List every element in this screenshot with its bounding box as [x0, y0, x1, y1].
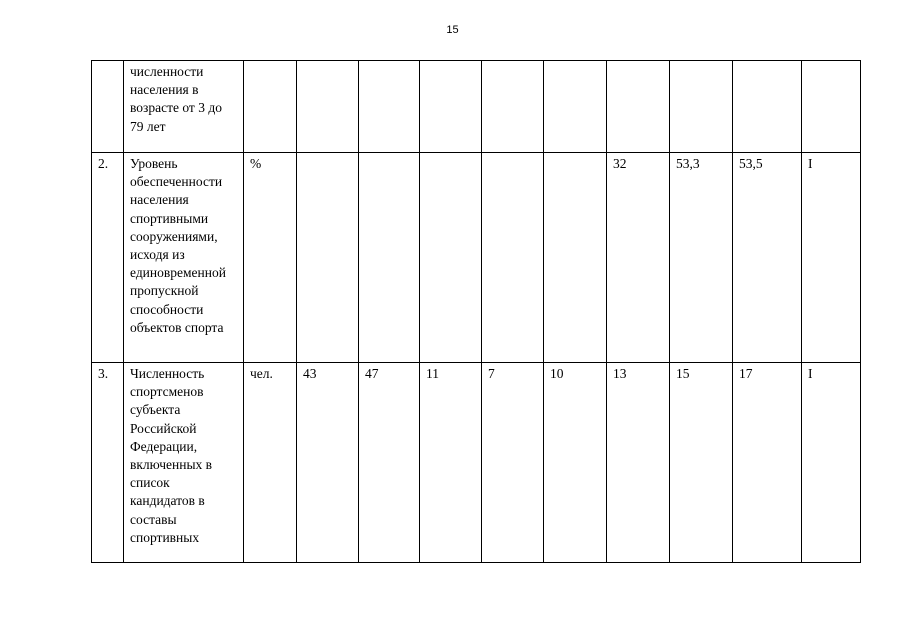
value-cell: 11	[420, 363, 482, 563]
indicator-name-cell: численности населения в возрасте от 3 до 79 лет	[124, 61, 244, 153]
value-cell	[733, 61, 802, 153]
value-cell	[420, 153, 482, 363]
value-cell: 32	[607, 153, 670, 363]
value-cell: 17	[733, 363, 802, 563]
table-row	[92, 153, 861, 363]
unit-cell	[244, 61, 297, 153]
value-cell	[482, 61, 544, 153]
level-cell	[802, 61, 861, 153]
value-cell	[359, 153, 420, 363]
table-row	[92, 61, 861, 153]
unit-cell: чел.	[244, 363, 297, 563]
row-number-cell: 2.	[92, 153, 124, 363]
value-cell	[297, 61, 359, 153]
value-cell	[420, 61, 482, 153]
table-row	[92, 363, 861, 563]
value-cell: 53,5	[733, 153, 802, 363]
value-cell	[297, 153, 359, 363]
indicators-table	[91, 60, 861, 563]
value-cell: 13	[607, 363, 670, 563]
row-number-cell	[92, 61, 124, 153]
value-cell	[482, 153, 544, 363]
value-cell: 15	[670, 363, 733, 563]
level-cell: I	[802, 363, 861, 563]
level-cell: I	[802, 153, 861, 363]
value-cell: 7	[482, 363, 544, 563]
value-cell	[359, 61, 420, 153]
row-number-cell: 3.	[92, 363, 124, 563]
value-cell	[544, 153, 607, 363]
unit-cell: %	[244, 153, 297, 363]
indicator-name-cell: Уровень обеспеченности населения спортивными сооружениями, исходя из единовременной пропускной способности объектов спорта	[124, 153, 244, 363]
value-cell: 43	[297, 363, 359, 563]
value-cell: 10	[544, 363, 607, 563]
value-cell: 47	[359, 363, 420, 563]
value-cell	[607, 61, 670, 153]
value-cell	[544, 61, 607, 153]
page-number: 15	[446, 24, 459, 36]
indicator-name-cell: Численность спортсменов субъекта Российской Федерации, включенных в список кандидатов в составы спортивных	[124, 363, 244, 563]
value-cell	[670, 61, 733, 153]
value-cell: 53,3	[670, 153, 733, 363]
